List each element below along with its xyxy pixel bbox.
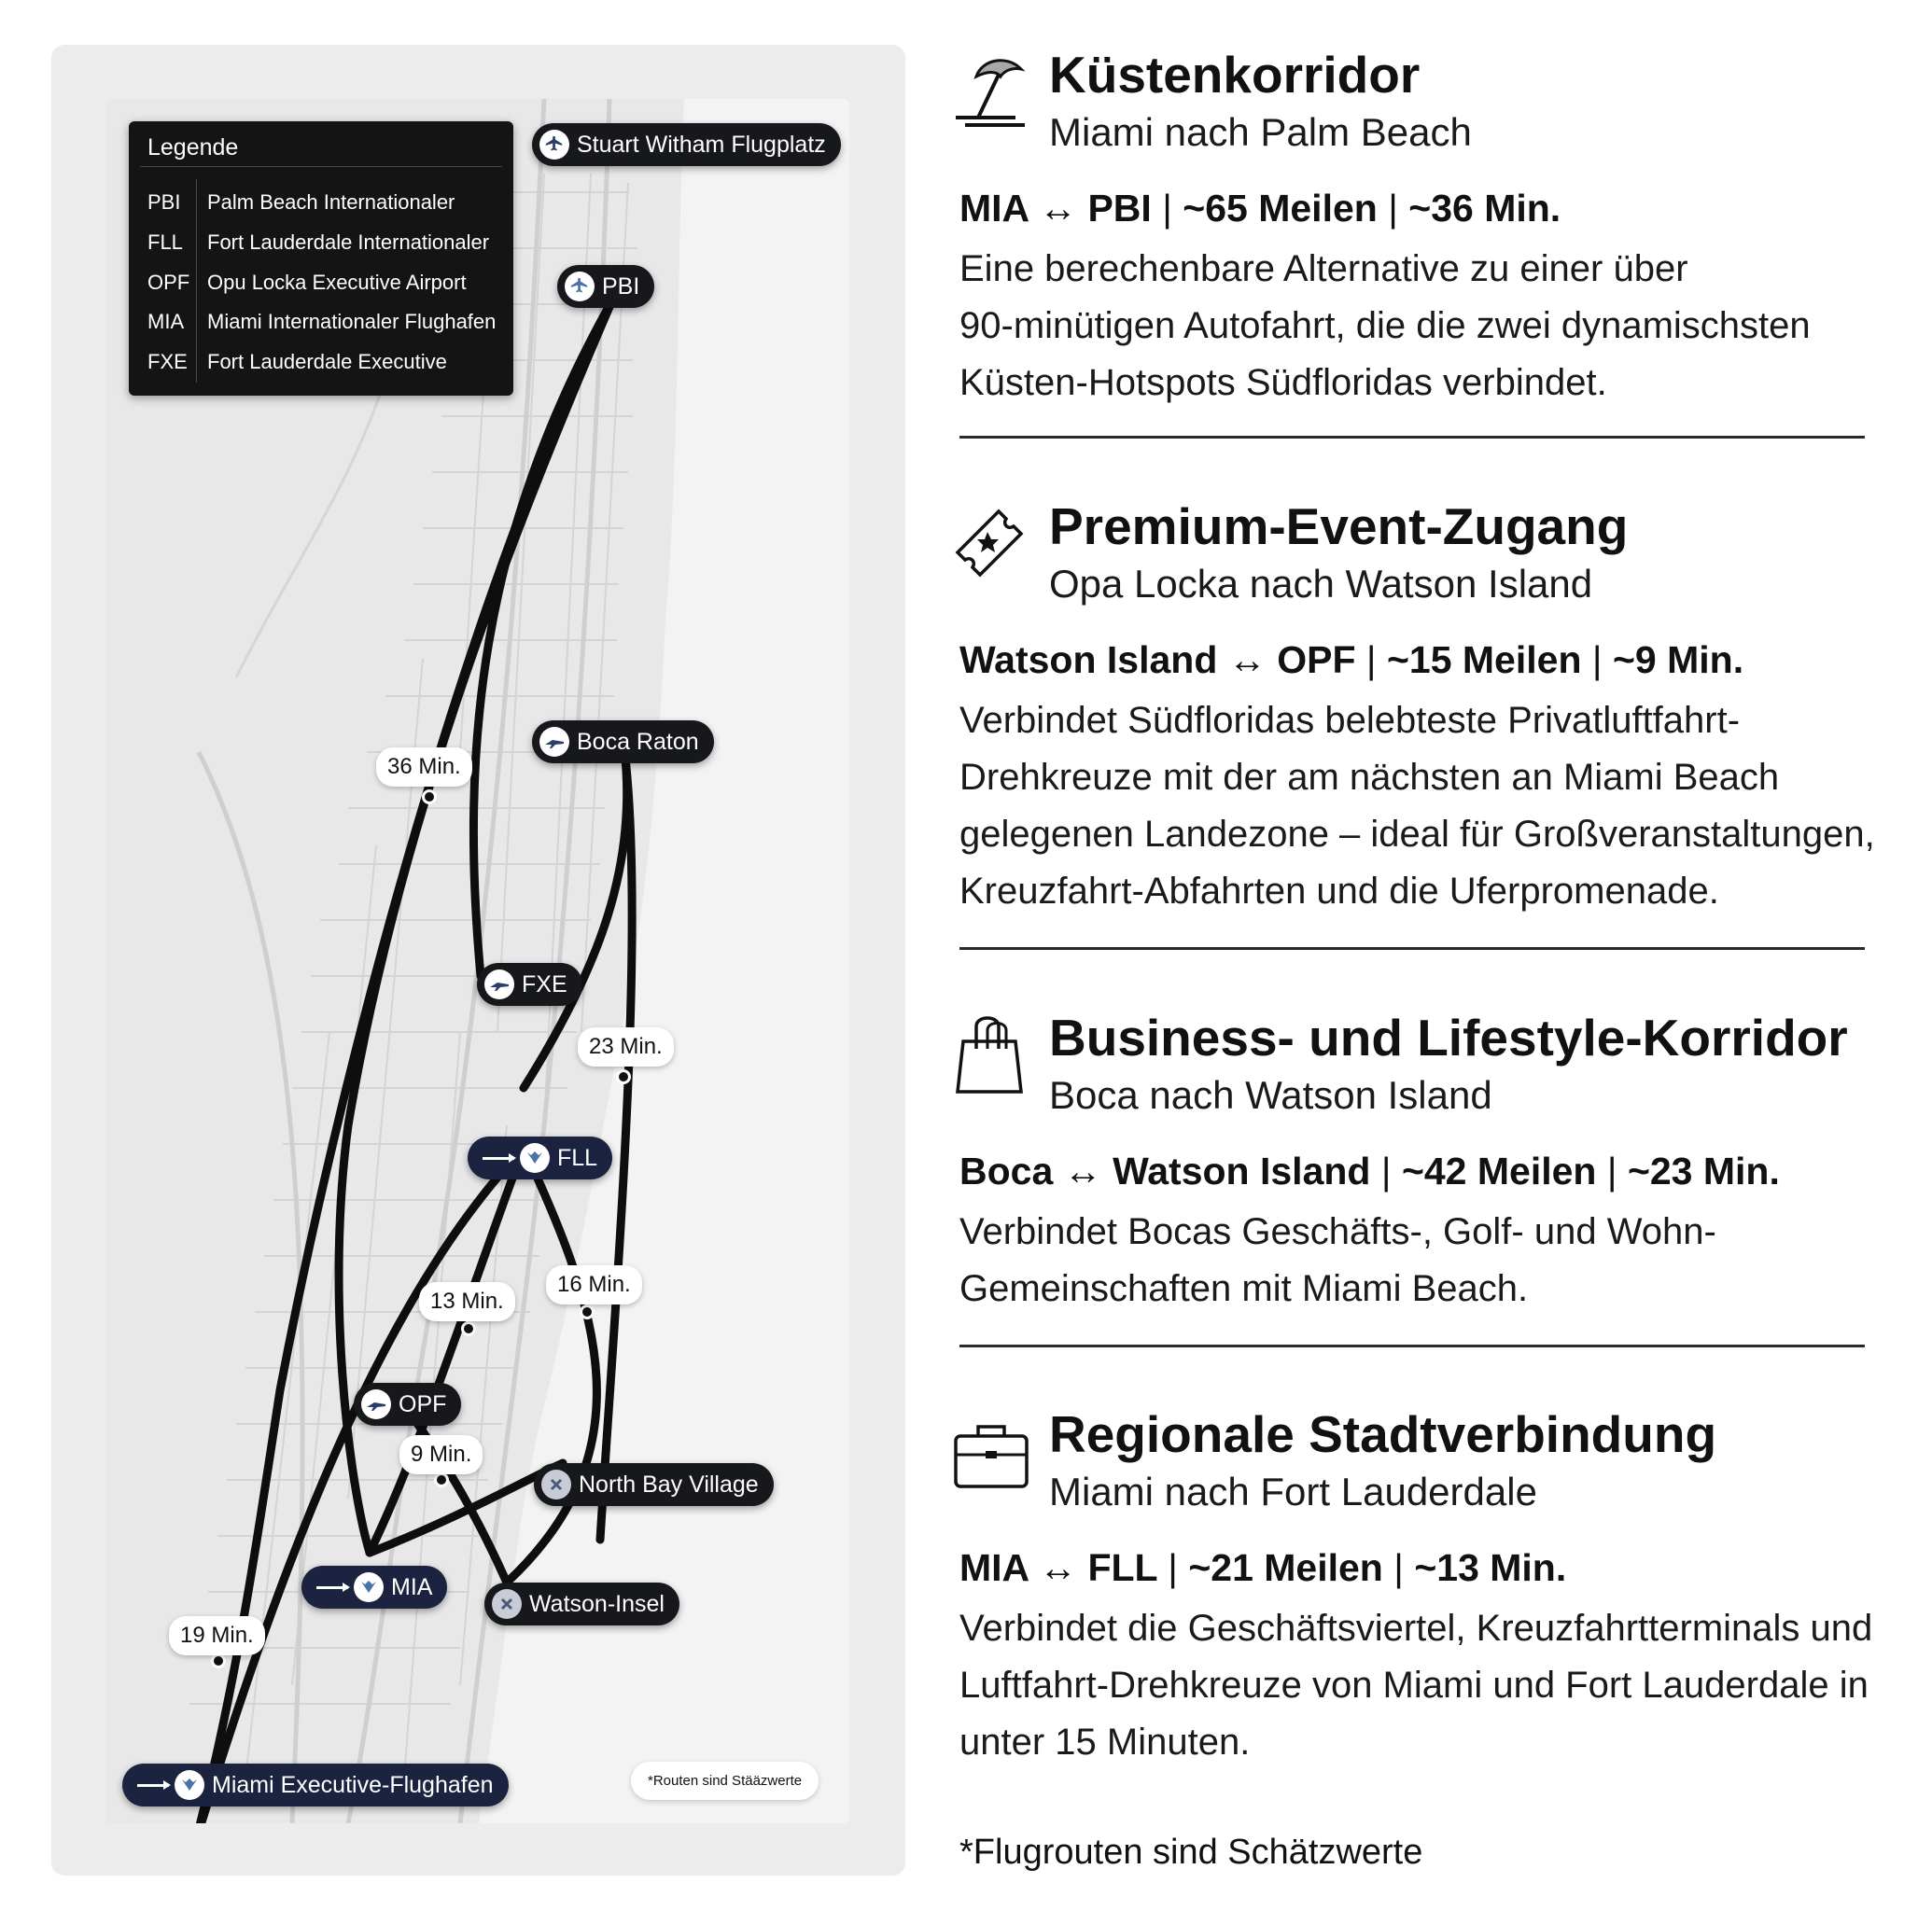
route-dot-19 — [211, 1653, 226, 1668]
marker-mia[interactable] — [301, 1566, 447, 1609]
section-stat: MIA ↔ PBI | ~65 Meilen | ~36 Min. — [959, 187, 1561, 230]
time-label-13: 13 Min. — [419, 1282, 515, 1321]
section-divider — [959, 1345, 1865, 1347]
jet-icon — [539, 727, 569, 757]
shield-airport-icon — [354, 1572, 384, 1602]
legend-row — [147, 230, 489, 255]
section-subtitle: Miami nach Fort Lauderdale — [1049, 1470, 1537, 1513]
section-business-lifestyle — [950, 1008, 1888, 1325]
shield-airport-icon — [520, 1143, 550, 1173]
section-title: Regionale Stadtverbindung — [1049, 1405, 1717, 1463]
marker-stuart[interactable] — [532, 123, 841, 166]
approach-arrow-icon — [137, 1784, 169, 1787]
route-dot-16 — [580, 1304, 595, 1319]
legend-title: Legende — [147, 134, 239, 160]
marker-fll[interactable] — [468, 1137, 612, 1179]
approach-arrow-icon — [316, 1586, 348, 1589]
airplane-icon — [565, 272, 595, 301]
route-dot-9 — [434, 1472, 449, 1487]
map-disclaimer: *Routen sind Stääzwerte — [631, 1762, 819, 1800]
section-stat: Watson Island ↔ OPF | ~15 Meilen | ~9 Min. — [959, 638, 1744, 681]
section-body: Verbindet Bocas Geschäfts-, Golf- und Wohn- Gemeinschaften mit Miami Beach. — [959, 1211, 1716, 1309]
section-divider — [959, 436, 1865, 439]
section-body: Verbindet die Geschäftsviertel, Kreuzfahrtterminals und Luftfahrt-Drehkreuze von Miami und Fort Lauderdale in unter 15 Minuten. — [959, 1608, 1873, 1763]
legend-row — [147, 350, 447, 374]
ticket-icon — [950, 504, 1032, 586]
section-subtitle: Boca nach Watson Island — [1049, 1073, 1492, 1117]
marker-miami-exec[interactable] — [122, 1764, 509, 1806]
close-x-icon — [492, 1589, 522, 1619]
marker-boca-label: Boca Raton — [577, 728, 699, 755]
marker-watson-label: Watson-Insel — [529, 1590, 665, 1617]
marker-pbi[interactable] — [557, 265, 654, 308]
time-label-16: 16 Min. — [546, 1265, 642, 1304]
legend-row — [147, 271, 467, 295]
marker-fxe[interactable] — [477, 963, 582, 1006]
section-regional-city — [950, 1404, 1888, 1778]
section-title: Premium-Event-Zugang — [1049, 497, 1629, 555]
route-dot-13 — [461, 1321, 476, 1336]
shield-airport-icon — [175, 1770, 204, 1800]
marker-north-bay-label: North Bay Village — [579, 1471, 759, 1498]
legend-divider — [140, 166, 502, 167]
section-stat: Boca ↔ Watson Island | ~42 Meilen | ~23 Min. — [959, 1150, 1780, 1193]
legend-code: PBI — [147, 190, 181, 214]
beach-umbrella-icon — [950, 49, 1032, 131]
marker-opf[interactable] — [354, 1383, 461, 1426]
jet-icon — [484, 969, 514, 999]
marker-miami-exec-label: Miami Executive-Flughafen — [212, 1771, 494, 1798]
airplane-icon — [539, 130, 569, 160]
marker-watson[interactable] — [484, 1583, 679, 1625]
marker-stuart-label: Stuart Witham Flugplatz — [577, 131, 826, 158]
route-dot-23 — [616, 1069, 631, 1084]
shopping-bag-icon — [950, 1011, 1032, 1094]
time-label-19: 19 Min. — [169, 1616, 265, 1655]
section-divider — [959, 947, 1865, 950]
marker-opf-label: OPF — [399, 1390, 447, 1417]
section-body: Eine berechenbare Alternative zu einer über 90-minütigen Autofahrt, die die zwei dynamischsten Küsten-Hotspots Südfloridas verbindet. — [959, 248, 1811, 403]
legend-airport-name: Palm Beach Internationaler — [207, 190, 455, 214]
legend-airport-name: Opu Locka Executive Airport — [207, 271, 467, 294]
legend-code: FLL — [147, 230, 183, 254]
legend-code: MIA — [147, 310, 185, 333]
legend-code: OPF — [147, 271, 190, 294]
legend-code: FXE — [147, 350, 188, 373]
section-stat: MIA ↔ FLL | ~21 Meilen | ~13 Min. — [959, 1546, 1567, 1589]
marker-pbi-label: PBI — [602, 272, 640, 300]
time-label-23: 23 Min. — [578, 1027, 674, 1067]
close-x-icon — [541, 1470, 571, 1500]
footnote: *Flugrouten sind Schätzwerte — [959, 1833, 1423, 1872]
legend-airport-name: Fort Lauderdale Internationaler — [207, 230, 490, 254]
section-body: Verbindet Südfloridas belebteste Privatluftfahrt- Drehkreuze mit der am nächsten an Miami Beach gelegenen Landezone – ideal für Großveranstaltungen, Kreuzfahrt-Abfahrten und die Uferpromenade. — [959, 700, 1875, 912]
section-premium-event — [950, 496, 1888, 926]
briefcase-icon — [950, 1414, 1032, 1496]
marker-fll-label: FLL — [557, 1144, 598, 1171]
section-title: Küstenkorridor — [1049, 46, 1421, 104]
route-dot-36 — [422, 789, 437, 804]
section-subtitle: Opa Locka nach Watson Island — [1049, 562, 1593, 606]
legend-row — [147, 190, 455, 215]
legend-row — [147, 310, 496, 334]
section-coastal-corridor — [950, 45, 1888, 418]
section-subtitle: Miami nach Palm Beach — [1049, 110, 1472, 154]
marker-north-bay[interactable] — [534, 1463, 774, 1506]
time-label-36: 36 Min. — [376, 747, 472, 787]
marker-mia-label: MIA — [391, 1573, 433, 1600]
marker-fxe-label: FXE — [522, 970, 567, 997]
map-legend — [129, 121, 513, 396]
approach-arrow-icon — [483, 1157, 514, 1160]
section-title: Business- und Lifestyle-Korridor — [1049, 1009, 1848, 1067]
time-label-9: 9 Min. — [399, 1435, 483, 1474]
legend-airport-name: Miami Internationaler Flughafen — [207, 310, 497, 333]
legend-airport-name: Fort Lauderdale Executive — [207, 350, 447, 373]
jet-icon — [361, 1389, 391, 1419]
marker-boca[interactable] — [532, 720, 714, 763]
